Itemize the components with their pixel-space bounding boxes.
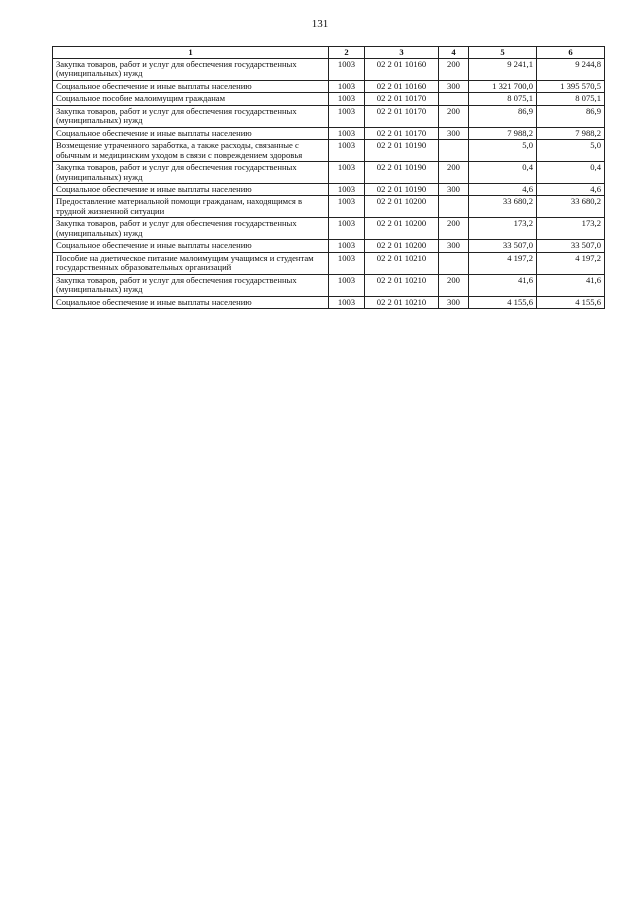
cell-code: 02 2 01 10160: [365, 80, 439, 92]
cell-value-2: 86,9: [537, 105, 605, 127]
header-col-name: 1: [53, 47, 329, 59]
cell-value-2: 173,2: [537, 218, 605, 240]
cell-value-2: 1 395 570,5: [537, 80, 605, 92]
table-row: [53, 240, 605, 252]
cell-value-1: 8 075,1: [469, 93, 537, 105]
cell-value-2: 7 988,2: [537, 127, 605, 139]
cell-value-1: 5,0: [469, 140, 537, 162]
cell-code: 02 2 01 10170: [365, 93, 439, 105]
cell-value-2: 0,4: [537, 162, 605, 184]
table-row: [53, 162, 605, 184]
page-number: 131: [311, 18, 329, 30]
cell-value-2: 33 507,0: [537, 240, 605, 252]
table-row: [53, 218, 605, 240]
header-col-code: 3: [365, 47, 439, 59]
cell-name: Закупка товаров, работ и услуг для обеспечения государственных (муниципальных) нужд: [53, 218, 329, 240]
table-header: [53, 47, 605, 59]
cell-name: Закупка товаров, работ и услуг для обеспечения государственных (муниципальных) нужд: [53, 105, 329, 127]
cell-code: 02 2 01 10170: [365, 127, 439, 139]
cell-section: 1003: [329, 274, 365, 296]
cell-type: [439, 140, 469, 162]
cell-value-2: 9 244,8: [537, 59, 605, 81]
table-row: [53, 252, 605, 274]
cell-name: Социальное обеспечение и иные выплаты населению: [53, 296, 329, 308]
cell-section: 1003: [329, 140, 365, 162]
header-row: [53, 47, 605, 59]
cell-type: [439, 252, 469, 274]
table-row: [53, 140, 605, 162]
cell-value-2: 4 155,6: [537, 296, 605, 308]
cell-value-1: 4 155,6: [469, 296, 537, 308]
cell-code: 02 2 01 10190: [365, 162, 439, 184]
table-row: [53, 80, 605, 92]
cell-code: 02 2 01 10160: [365, 59, 439, 81]
header-col-value-1: 5: [469, 47, 537, 59]
header-col-type: 4: [439, 47, 469, 59]
cell-section: 1003: [329, 127, 365, 139]
cell-name: Закупка товаров, работ и услуг для обеспечения государственных (муниципальных) нужд: [53, 274, 329, 296]
cell-type: 200: [439, 218, 469, 240]
cell-code: 02 2 01 10200: [365, 196, 439, 218]
cell-section: 1003: [329, 196, 365, 218]
table-row: [53, 274, 605, 296]
cell-type: 200: [439, 274, 469, 296]
cell-type: 200: [439, 105, 469, 127]
cell-section: 1003: [329, 162, 365, 184]
table-row: [53, 196, 605, 218]
cell-type: 300: [439, 183, 469, 195]
cell-section: 1003: [329, 93, 365, 105]
cell-name: Закупка товаров, работ и услуг для обеспечения государственных (муниципальных) нужд: [53, 162, 329, 184]
cell-value-1: 173,2: [469, 218, 537, 240]
cell-name: Предоставление материальной помощи гражданам, находящимся в трудной жизненной ситуации: [53, 196, 329, 218]
cell-type: [439, 196, 469, 218]
cell-code: 02 2 01 10210: [365, 252, 439, 274]
table-row: [53, 93, 605, 105]
cell-value-1: 86,9: [469, 105, 537, 127]
cell-section: 1003: [329, 296, 365, 308]
cell-code: 02 2 01 10210: [365, 296, 439, 308]
cell-code: 02 2 01 10190: [365, 183, 439, 195]
cell-name: Социальное обеспечение и иные выплаты населению: [53, 80, 329, 92]
cell-section: 1003: [329, 252, 365, 274]
cell-code: 02 2 01 10190: [365, 140, 439, 162]
cell-value-1: 4,6: [469, 183, 537, 195]
table-row: [53, 296, 605, 308]
budget-table: [52, 46, 605, 309]
cell-value-2: 33 680,2: [537, 196, 605, 218]
cell-section: 1003: [329, 218, 365, 240]
table-body: [53, 59, 605, 309]
cell-type: 200: [439, 59, 469, 81]
cell-section: 1003: [329, 240, 365, 252]
cell-section: 1003: [329, 80, 365, 92]
cell-name: Возмещение утраченного заработка, а также расходы, связанные с обычным и медицинским уходом в связи с повреждением здоровья: [53, 140, 329, 162]
cell-value-1: 9 241,1: [469, 59, 537, 81]
cell-name: Закупка товаров, работ и услуг для обеспечения государственных (муниципальных) нужд: [53, 59, 329, 81]
cell-section: 1003: [329, 105, 365, 127]
cell-name: Пособие на диетическое питание малоимущим учащимся и студентам государственных образовательных организаций: [53, 252, 329, 274]
cell-code: 02 2 01 10200: [365, 218, 439, 240]
cell-value-1: 4 197,2: [469, 252, 537, 274]
cell-value-1: 41,6: [469, 274, 537, 296]
cell-code: 02 2 01 10200: [365, 240, 439, 252]
cell-value-2: 8 075,1: [537, 93, 605, 105]
cell-value-2: 4,6: [537, 183, 605, 195]
cell-value-1: 33 507,0: [469, 240, 537, 252]
header-col-value-2: 6: [537, 47, 605, 59]
table-row: [53, 105, 605, 127]
cell-type: [439, 93, 469, 105]
header-col-section: 2: [329, 47, 365, 59]
cell-name: Социальное пособие малоимущим гражданам: [53, 93, 329, 105]
table-row: [53, 59, 605, 81]
cell-value-1: 0,4: [469, 162, 537, 184]
cell-type: 300: [439, 296, 469, 308]
cell-type: 300: [439, 80, 469, 92]
cell-value-1: 7 988,2: [469, 127, 537, 139]
cell-type: 200: [439, 162, 469, 184]
cell-value-1: 1 321 700,0: [469, 80, 537, 92]
cell-code: 02 2 01 10170: [365, 105, 439, 127]
cell-value-2: 4 197,2: [537, 252, 605, 274]
table-row: [53, 183, 605, 195]
cell-code: 02 2 01 10210: [365, 274, 439, 296]
cell-name: Социальное обеспечение и иные выплаты населению: [53, 240, 329, 252]
cell-value-1: 33 680,2: [469, 196, 537, 218]
cell-name: Социальное обеспечение и иные выплаты населению: [53, 127, 329, 139]
table-row: [53, 127, 605, 139]
cell-type: 300: [439, 127, 469, 139]
cell-value-2: 5,0: [537, 140, 605, 162]
cell-type: 300: [439, 240, 469, 252]
cell-section: 1003: [329, 183, 365, 195]
cell-section: 1003: [329, 59, 365, 81]
cell-name: Социальное обеспечение и иные выплаты населению: [53, 183, 329, 195]
cell-value-2: 41,6: [537, 274, 605, 296]
